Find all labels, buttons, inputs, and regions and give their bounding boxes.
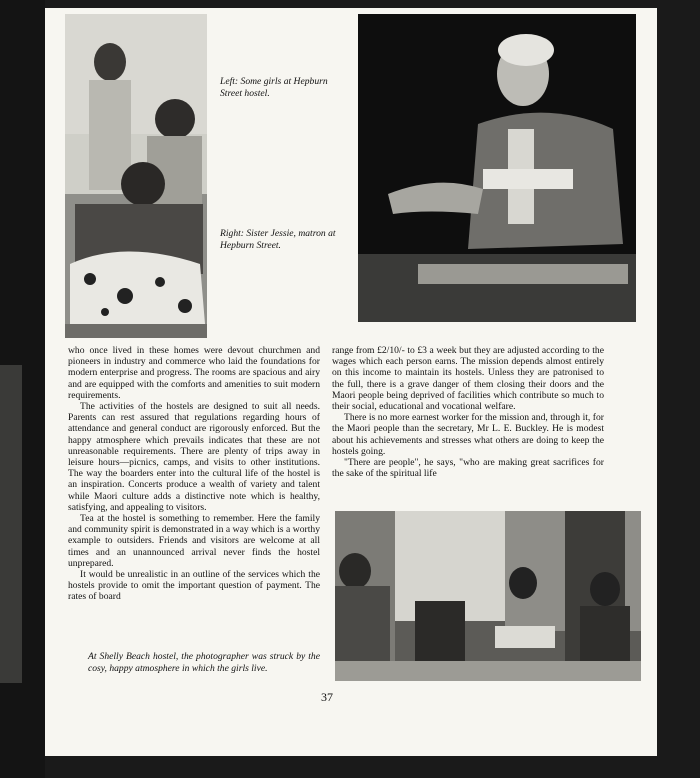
caption-left: Left: Some girls at Hepburn Street hostel. [220, 76, 328, 99]
photo-shelly-beach-hostel [335, 511, 641, 681]
caption-right: Right: Sister Jessie, matron at Hepburn Street. [220, 228, 336, 251]
paragraph: It would be unrealistic in an outline of the services which the hostels provide to omit the important question of payment. The rates of board [68, 569, 320, 603]
paragraph: range from £2/10/- to £3 a week but they are adjusted according to the wages which each person earns. The mission depends almost entirely on this income to maintain its hostels. Unless they are patronised to the full, there is a grave danger of them closing their doors and the Maori people being deprived of facilities which contribute so much to their social, educational and vocational welfare. [332, 345, 604, 413]
photo-girls-hepburn-street [65, 14, 207, 338]
paragraph: There is no more earnest worker for the mission and, through it, for the Maori people than the secretary, Mr L. E. Buckley. He is modest about his achievements and stresses what others are doing to keep the hostels going. [332, 412, 604, 457]
text-column-right [332, 345, 604, 479]
photo-sister-jessie [358, 14, 636, 322]
paragraph: The activities of the hostels are designed to suit all needs. Parents can rest assured that regulations regarding hours of attendance and general conduct are rigorously enforced. But the happy atmosphere which prevails indicates that these are not unreasonable requirements. There are plenty of trips away in leisure hours—picnics, camps, and visits to other institutions. The way the boarders enter into the cultural life of the hostel is an inspiration. Concerts produce a wealth of variety and talent while Maori culture adds a distinctive note which is healthy, satisfying, and appealing to visitors. [68, 401, 320, 513]
text-column-left [68, 345, 320, 603]
page-number: 37 [321, 690, 333, 704]
scan-left-margin [0, 0, 45, 778]
paragraph: "There are people", he says, "who are making great sacrifices for the sake of the spiritual life [332, 457, 604, 480]
paragraph: who once lived in these homes were devout churchmen and pioneers in industry and commerce who laid the foundations for modern enterprise and progress. The rooms are spacious and airy and are equipped with the comforts and amenities to suit modern requirements. [68, 345, 320, 401]
adjacent-page-edge [0, 365, 22, 683]
magazine-page [45, 8, 657, 756]
caption-bottom: At Shelly Beach hostel, the photographer was struck by the cosy, happy atmosphere in which the girls live. [88, 651, 320, 674]
paragraph: Tea at the hostel is something to remember. Here the family and community spirit is demonstrated in a way which is a worthy example to outsiders. Friends and visitors are welcome at all times and an unannounced arrival never finds the hostel unprepared. [68, 513, 320, 569]
